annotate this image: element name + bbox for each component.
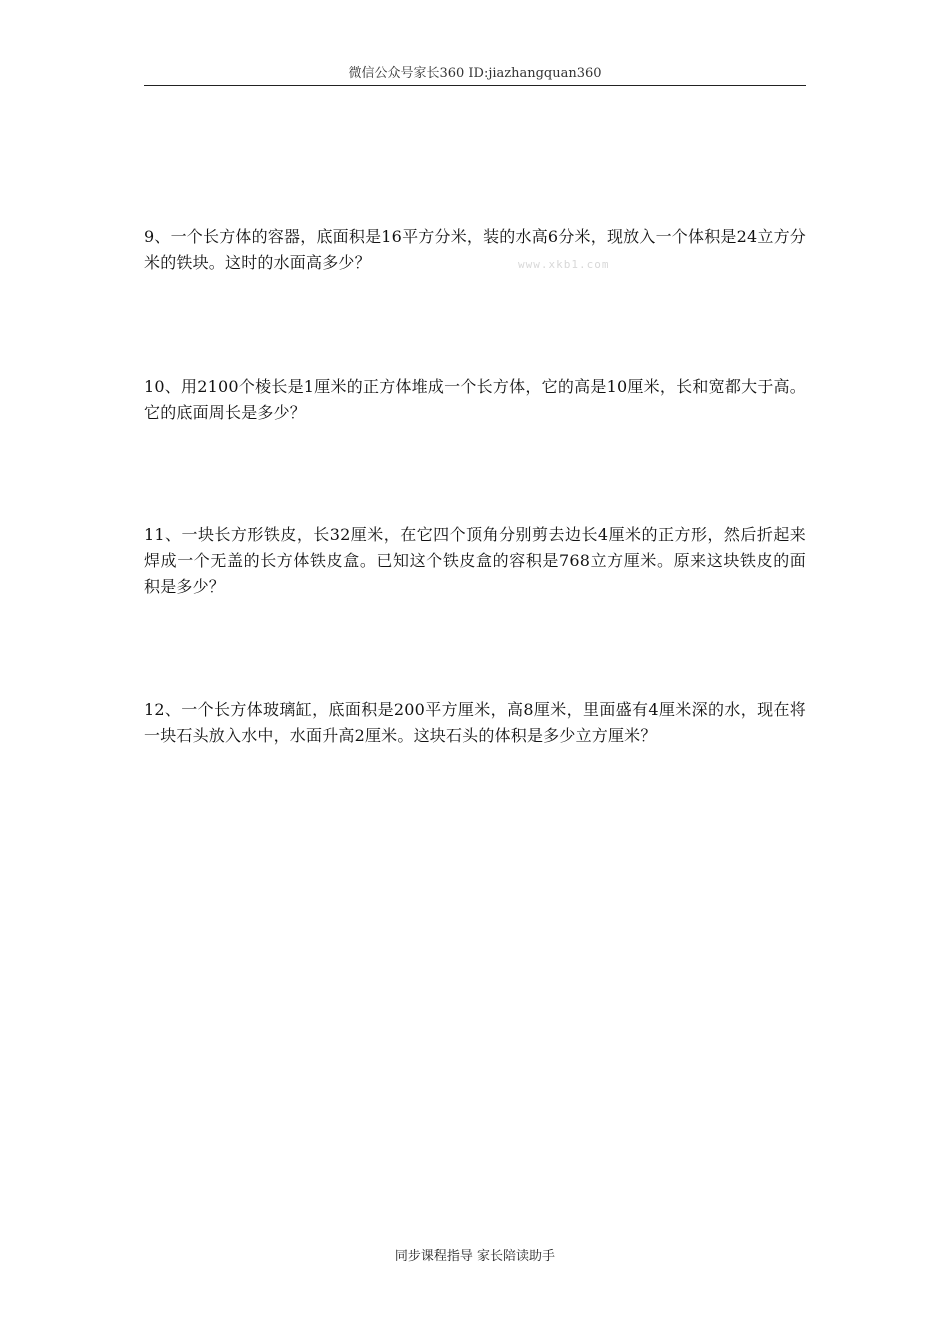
- header-divider: [144, 85, 806, 86]
- problem-11: 11、一块长方形铁皮，长32厘米，在它四个顶角分别剪去边长4厘米的正方形，然后折起来焊成一个无盖的长方体铁皮盒。已知这个铁皮盒的容积是768立方厘米。原来这块铁皮的面积是多少？: [144, 525, 806, 596]
- page-header: 微信公众号家长360 ID:jiazhangquan360: [348, 66, 602, 81]
- problem-12: 12、一个长方体玻璃缸，底面积是200平方厘米，高8厘米，里面盛有4厘米深的水，现在将一块石头放入水中，水面升高2厘米。这块石头的体积是多少立方厘米？: [144, 700, 806, 745]
- problem-9: 9、一个长方体的容器，底面积是16平方分米，装的水高6分米，现放入一个体积是24立方分米的铁块。这时的水面高多少？: [144, 227, 806, 272]
- problem-10: 10、用2100个棱长是1厘米的正方体堆成一个长方体，它的高是10厘米，长和宽都大于高。它的底面周长是多少？: [144, 377, 806, 422]
- page-footer: 同步课程指导 家长陪读助手: [394, 1249, 556, 1264]
- watermark: www.xkb1.com: [518, 258, 610, 271]
